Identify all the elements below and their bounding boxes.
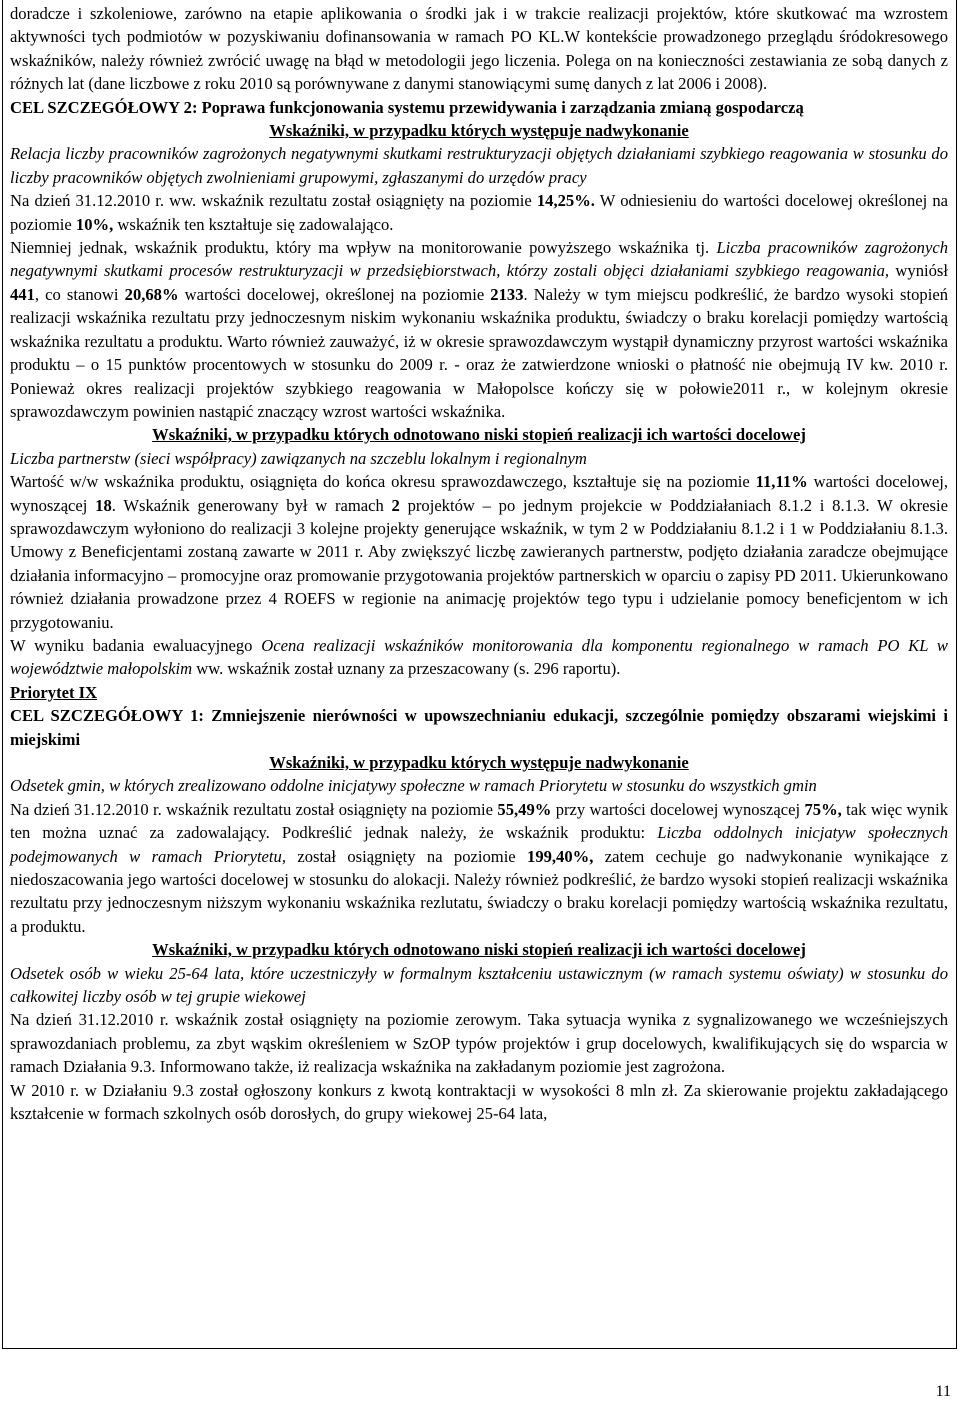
value-bold: 2 <box>391 495 400 515</box>
text-run: Na dzień 31.12.2010 r. wskaźnik został osiągnięty na poziomie zerowym. Taka sytuacja wynika z sygnalizowanego we wcześniejszych sprawozdaniach problemu, za zbyt wąskim określeniem w SzOP typów projektów i grup docelowych, kwalifikujących się do wsparcia w ramach Działania 9.3. Informowano także, iż realizacja wskaźnika na zakładanym poziomie jest zagrożona. <box>10 1010 948 1077</box>
value-bold: 199,40%, <box>527 846 594 866</box>
text-run: W 2010 r. w Działaniu 9.3 został ogłoszony konkurs z kwotą kontraktacji w wysokości 8 mln zł. Za skierowanie projektu zakładającego kształcenie w formach szkolnych osób dorosłych, do grupy wiekowej 25-64 lata, <box>10 1080 948 1124</box>
paragraph-product <box>10 236 948 423</box>
text-run: Na dzień 31.12.2010 r. wskaźnik rezultatu został osiągnięty na poziomie <box>10 799 498 819</box>
text-run: zatem cechuje go nadwykonanie wynikające z niedoszacowania jego wartości docelowej w stosunku do alokacji. Należy również podkreślić, że bardzo wysoki stopień realizacji wskaźnika rezultatu przy jednoczesnym niższym wykonaniu wskaźnika rezlutatu, świadczy o braku korelacji pomiędzy wartością wskaźnika rezultatu, a produktu. <box>10 846 948 936</box>
text-run: został osiągnięty na poziomie <box>285 846 528 866</box>
text-run: W wyniku badania ewaluacyjnego <box>10 635 262 655</box>
indicator-italic: Liczba oddolnych inicjatyw społecznych podejmowanych w ramach Priorytetu, <box>10 823 948 866</box>
section-heading-nadwykonanie: Wskaźniki, w przypadku których występuje nadwykonanie <box>269 753 689 772</box>
text-run: wartości docelowej, określonej na poziomie <box>178 284 491 304</box>
text-run: Na dzień 31.12.2010 r. ww. wskaźnik rezultatu został osiągnięty na poziomie <box>10 191 537 211</box>
value-bold: 55,49% <box>497 799 552 819</box>
text-run: doradcze i szkoleniowe, zarówno na etapie aplikowania o środki jak i w trakcie realizacji projektów, które skutkować ma wzrostem aktywności tych podmiotów w pozyskiwaniu dofinansowania w ramach PO KL.W kontekście prowadzonego przeglądu śródokresowego wskaźników, należy również zwrócić uwagę na błąd w metodologii jego liczenia. Polega on na konieczności zestawiania ze sobą danych z różnych lat (dane liczbowe z roku 2010 są porównywane z danymi stanowiącymi sumę danych z lat 2006 i 2008). <box>10 4 948 94</box>
section-heading-nadwykonanie: Wskaźniki, w przypadku których występuje nadwykonanie <box>269 121 689 141</box>
value-bold: 2133 <box>490 284 524 304</box>
paragraph-partnerships <box>10 470 948 634</box>
paragraph-result <box>10 189 948 236</box>
section-heading-niski-stopien: Wskaźniki, w przypadku których odnotowano niski stopień realizacji ich wartości docelowej <box>152 425 806 445</box>
text-run: ww. wskaźnik został uznany za przeszacowany (s. 296 raportu). <box>192 659 621 679</box>
text-run: przy wartości docelowej wynoszącej <box>551 799 805 819</box>
text-run: . Należy w tym miejscu podkreślić, że bardzo wysoki stopień realizacji wskaźnika rezultatu przy jednoczesnym niskim wykonaniu wskaźnika produktu, świadczy o braku korelacji pomiędzy wartością wskaźnika rezultatu a produktu. Warto również zauważyć, iż w okresie sprawozdawczym wystąpił dynamiczny przyrost wartości wskaźnika produktu – o 15 punktów procentowych w stosunku do 2009 r. - oraz że zatwierdzone wnioski o płatność nie obejmują IV kw. 2010 r. Ponieważ okres realizacji projektów szybkiego reagowania w Małopolsce kończy się w połowie2011 r., w kolejnym okresie sprawozdawczym powinien nastąpić znaczący wzrost wartości wskaźnika. <box>10 284 948 421</box>
text-run: tak więc wynik ten można uznać za zadowalający. Podkreślić jednak należy, że wskaźnik produktu: <box>10 799 948 843</box>
text-run: . Wskaźnik generowany był w ramach <box>111 495 392 515</box>
indicator-name: Odsetek osób w wieku 25-64 lata, które uczestniczyły w formalnym kształceniu ustawicznym (w ramach systemu oświaty) w stosunku do całkowitej liczby osób w tej grupie wiekowej <box>10 963 948 1007</box>
text-run: projektów – po jednym projekcie w Poddziałaniach 8.1.2 i 8.1.3. W okresie sprawozdawczym wyłoniono do realizacji 3 kolejne projekty generujące wskaźnik, w tym 2 w Poddziałaniu 8.1.2 i 1 w Poddziałaniu 8.1.3. Umowy z Beneficjentami zostaną zawarte w 2011 r. Aby zwiększyć liczbę zawieranych partnerstw, podjęto działania zaradcze obejmujące działania informacyjno – promocyjne oraz promowanie przygotowania projektów partnerskich w oparciu o zapisy PD 2011. Ukierunkowano również działania prowadzone przez 4 ROEFS w regionie na animację projektów tego typu i udzielanie pomocy beneficjentom w ich przygotowaniu. <box>10 495 948 632</box>
paragraph-contest <box>10 1079 948 1126</box>
document-body <box>10 2 948 1126</box>
priority-heading <box>10 681 948 704</box>
indicator-name: Liczba partnerstw (sieci współpracy) zawiązanych na szczeblu lokalnym i regionalnym <box>10 448 587 468</box>
section-heading-niski-stopien: Wskaźniki, w przypadku których odnotowano niski stopień realizacji ich wartości docelowej <box>152 940 806 960</box>
indicator-italic: Liczba pracowników zagrożonych negatywnymi skutkami procesów restrukturyzacji w przedsiębiorstwach, którzy zostali objęci działaniami szybkiego reagowania, <box>10 238 948 281</box>
text-run: wyniósł <box>889 261 948 281</box>
value-bold: 441 <box>10 284 35 304</box>
priority-title: Priorytet IX <box>10 682 98 702</box>
paragraph-evaluation <box>10 634 948 681</box>
paragraph-intro <box>10 2 948 96</box>
text-run: Niemniej jednak, wskaźnik produktu, który ma wpływ na monitorowanie powyższego wskaźnika tj. <box>10 238 717 258</box>
cel-szczegolowy-1-heading: CEL SZCZEGÓŁOWY 1: Zmniejszenie nierówności w upowszechnianiu edukacji, szczególnie pomiędzy obszarami wiejskimi i miejskimi <box>10 706 948 749</box>
value-bold: 18 <box>95 495 112 515</box>
value-bold: 11,11% <box>755 472 808 492</box>
text-run: Wartość w/w wskaźnika produktu, osiągnięta do końca okresu sprawozdawczego, kształtuje się na poziomie <box>10 472 756 492</box>
paragraph-zero-level <box>10 1008 948 1078</box>
text-run: W odniesieniu do wartości docelowej określonej na poziomie <box>10 191 948 234</box>
report-title-italic: Ocena realizacji wskaźników monitorowania dla komponentu regionalnego w ramach PO KL w województwie małopolskim <box>10 635 948 679</box>
cel-szczegolowy-2-heading: CEL SZCZEGÓŁOWY 2: Poprawa funkcjonowania systemu przewidywania i zarządzania zmianą gospodarczą <box>10 97 804 117</box>
text-run: wskaźnik ten kształtuje się zadowalająco. <box>113 214 394 234</box>
indicator-name: Relacja liczby pracowników zagrożonych negatywnymi skutkami restrukturyzacji objętych działaniami szybkiego reagowania w stosunku do liczby pracowników objętych zwolnieniami grupowymi, zgłaszanymi do urzędów pracy <box>10 144 948 187</box>
value-bold: 14,25%. <box>536 191 595 211</box>
page-number: 11 <box>935 1383 951 1400</box>
value-bold: 10%, <box>75 214 114 234</box>
value-bold: 20,68% <box>124 284 179 304</box>
paragraph-gminy <box>10 798 948 938</box>
text-run: wartości docelowej, wynoszącej <box>10 472 948 515</box>
indicator-name: Odsetek gmin, w których zrealizowano oddolne inicjatywy społeczne w ramach Priorytetu w stosunku do wszystkich gmin <box>10 776 817 796</box>
text-run: , co stanowi <box>34 284 125 304</box>
value-bold: 75%, <box>804 799 842 819</box>
